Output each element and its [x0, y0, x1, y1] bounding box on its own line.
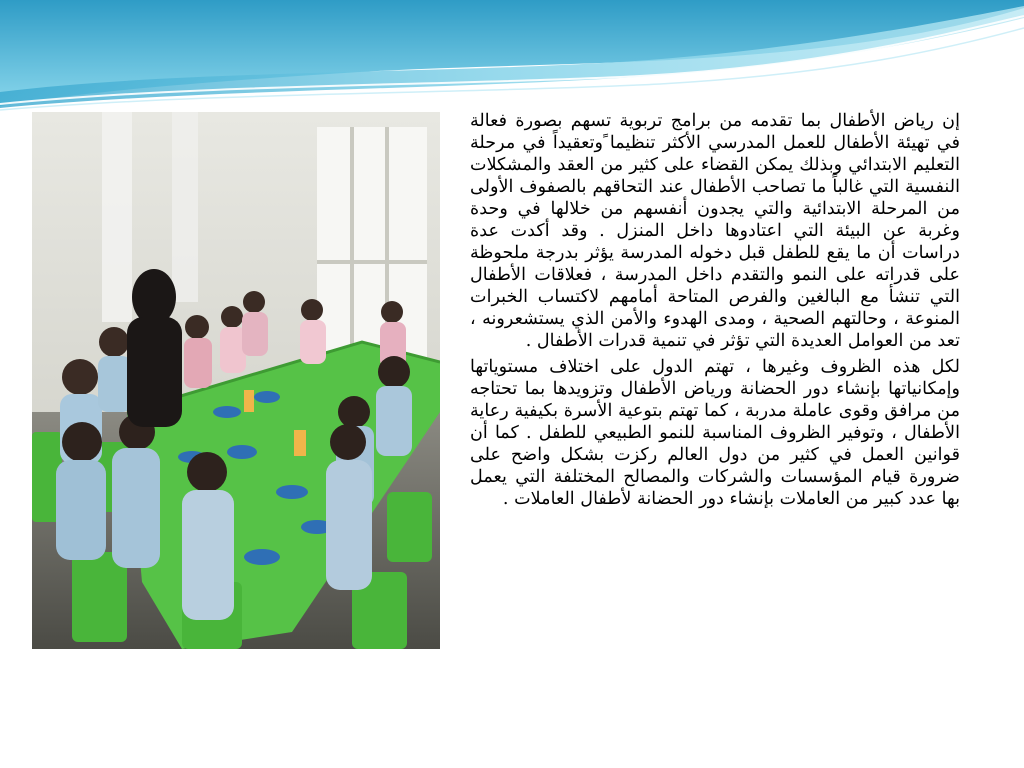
header-wave-decoration — [0, 0, 1024, 120]
body-text-area — [470, 110, 960, 514]
paragraph-1: إن رياض الأطفال بما تقدمه من برامج تربوية تسهم بصورة فعالة في تهيئة الأطفال للعمل المدرسي الأكثر تنظيما ًوتعقيداً في مرحلة التعليم الابتدائي وبذلك يمكن القضاء على كثير من العقد والمشكلات النفسية التي غالباً ما تصاحب الأطفال عند التحاقهم بالصفوف الأولى من المرحلة الابتدائية والتي يجدون أنفسهم من خلالها في وحدة وغربة عن البيئة التي اعتادوها داخل المنزل . وقد أكدت عدة دراسات أن ما يقع للطفل قبل دخوله المدرسة يؤثر بدرجة ملحوظة على قدراته على النمو والتقدم داخل المدرسة ، فعلاقات الأطفال التي تنشأ مع البالغين والفرص المتاحة أمامهم لاكتساب الخبرات المنوعة ، وحالتهم الصحية ، ومدى الهدوء والأمن الذي يستشعرونه ، تعد من العوامل العديدة التي تؤثر في تنمية قدرات الأطفال . — [470, 111, 960, 351]
photo-icon — [32, 112, 440, 649]
classroom-photo — [32, 112, 440, 649]
paragraph-2: لكل هذه الظروف وغيرها ، تهتم الدول على اختلاف مستوياتها وإمكانياتها بإنشاء دور الحضانة ورياض الأطفال وتزويدها بما تحتاجه من مرافق وقوى عاملة مدربة ، كما تهتم بتوعية الأسرة بكيفية رعاية الأطفال ، وتوفير الظروف المناسبة للنمو الطبيعي للطفل . كما أن قوانين العمل في كثير من دول العالم ركزت بشكل واضح على ضرورة قيام المؤسسات والشركات والمصالح المختلفة التي يعمل بها عدد كبير من العاملات بإنشاء دور الحضانة لأطفال العاملات . — [470, 357, 960, 509]
